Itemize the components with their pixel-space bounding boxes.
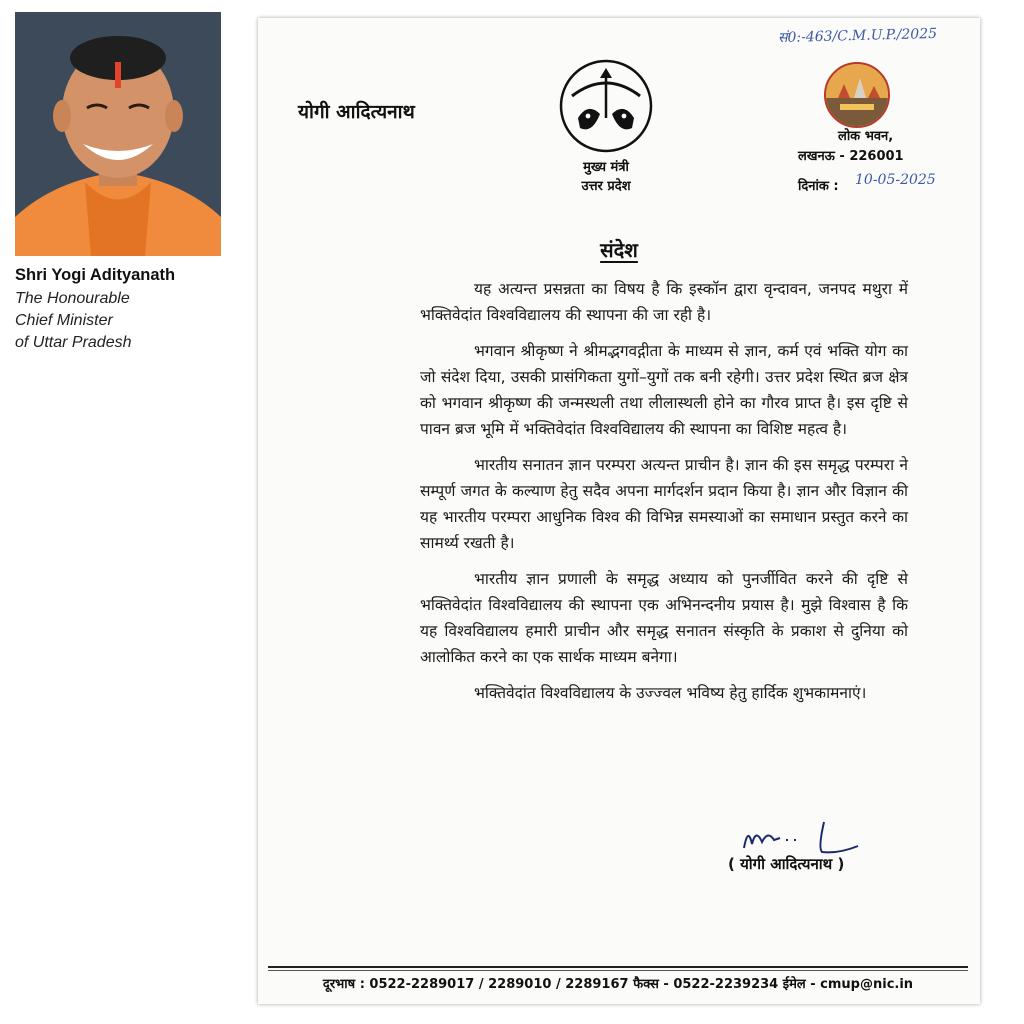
letter-heading: संदेश: [600, 238, 638, 262]
letter-page: [258, 18, 980, 1004]
footer-rule: [268, 966, 968, 968]
profile-title-line-3: of Uttar Pradesh: [15, 334, 132, 351]
body-paragraph-2: भगवान श्रीकृष्ण ने श्रीमद्भगवद्गीता के माध्यम से ज्ञान, कर्म एवं भक्ति योग का जो संदेश दिया, उसकी प्रासंगिकता युगों–युगों तक बनी रहेगी। उत्तर प्रदेश स्थित ब्रज क्षेत्र को भगवान श्रीकृष्ण की जन्मस्थली तथा लीलास्थली होने का गौरव प्राप्त है। इस दृष्टि से पावन ब्रज भूमि में भक्तिवेदांत विश्वविद्यालय की स्थापना का विशिष्ट महत्व है।: [420, 342, 908, 438]
office-title: मुख्य मंत्री: [583, 160, 629, 175]
state-emblem-icon: [558, 58, 654, 154]
address-line-1: लोक भवन,: [838, 129, 894, 144]
profile-photo: [15, 12, 221, 256]
body-paragraph-5: भक्तिवेदांत विश्वविद्यालय के उज्ज्वल भविष्य हेतु हार्दिक शुभकामनाएं।: [474, 684, 867, 702]
portrait-illustration: [15, 12, 221, 256]
body-paragraph-3: भारतीय सनातन ज्ञान परम्परा अत्यन्त प्राचीन है। ज्ञान की इस समृद्ध परम्परा ने सम्पूर्ण जगत के कल्याण हेतु सदैव अपना मार्गदर्शन प्रदान किया है। ज्ञान और विज्ञान की यह भारतीय परम्परा आधुनिक विश्व की विभिन्न समस्याओं का समाधान प्रस्तुत करने का सामर्थ्य रखती है।: [420, 456, 908, 552]
letter-body: [420, 276, 908, 716]
lok-bhavan-seal-icon: [824, 62, 890, 128]
office-state: उत्तर प्रदेश: [581, 179, 631, 194]
body-paragraph-1: यह अत्यन्त प्रसन्नता का विषय है कि इस्कॉन द्वारा वृन्दावन, जनपद मथुरा में भक्तिवेदांत विश्वविद्यालय की स्थापना की जा रही है।: [420, 280, 908, 324]
contact-footer: दूरभाष : 0522-2289017 / 2289010 / 2289167 फैक्स - 0522-2239234 ईमेल - cmup@nic.in: [322, 977, 914, 992]
body-paragraph-4: भारतीय ज्ञान प्रणाली के समृद्ध अध्याय को पुनर्जीवित करने की दृष्टि से भक्तिवेदांत विश्वविद्यालय की स्थापना एक अभिनन्दनीय प्रयास है। मुझे विश्वास है कि यह विश्वविद्यालय हमारी प्राचीन और समृद्ध सनातन संस्कृति के प्रकाश से दुनिया को आलोकित करने का एक सार्थक माध्यम बनेगा।: [420, 570, 908, 666]
date-value: 10-05-2025: [855, 172, 936, 188]
profile-name: Shri Yogi Adityanath: [15, 266, 176, 284]
footer-rule-thin: [268, 970, 968, 971]
signatory-name: ( योगी आदित्यनाथ ): [728, 855, 845, 873]
profile-title-line-2: Chief Minister: [15, 312, 113, 329]
reference-number: सं0:-463/C.M.U.P./2025: [777, 25, 938, 47]
profile-title-line-1: The Honourable: [15, 290, 130, 307]
sender-name: योगी आदित्यनाथ: [298, 101, 415, 123]
address-line-2: लखनऊ - 226001: [798, 149, 904, 164]
handwritten-signature: [738, 818, 878, 858]
date-label: दिनांक :: [798, 179, 839, 194]
